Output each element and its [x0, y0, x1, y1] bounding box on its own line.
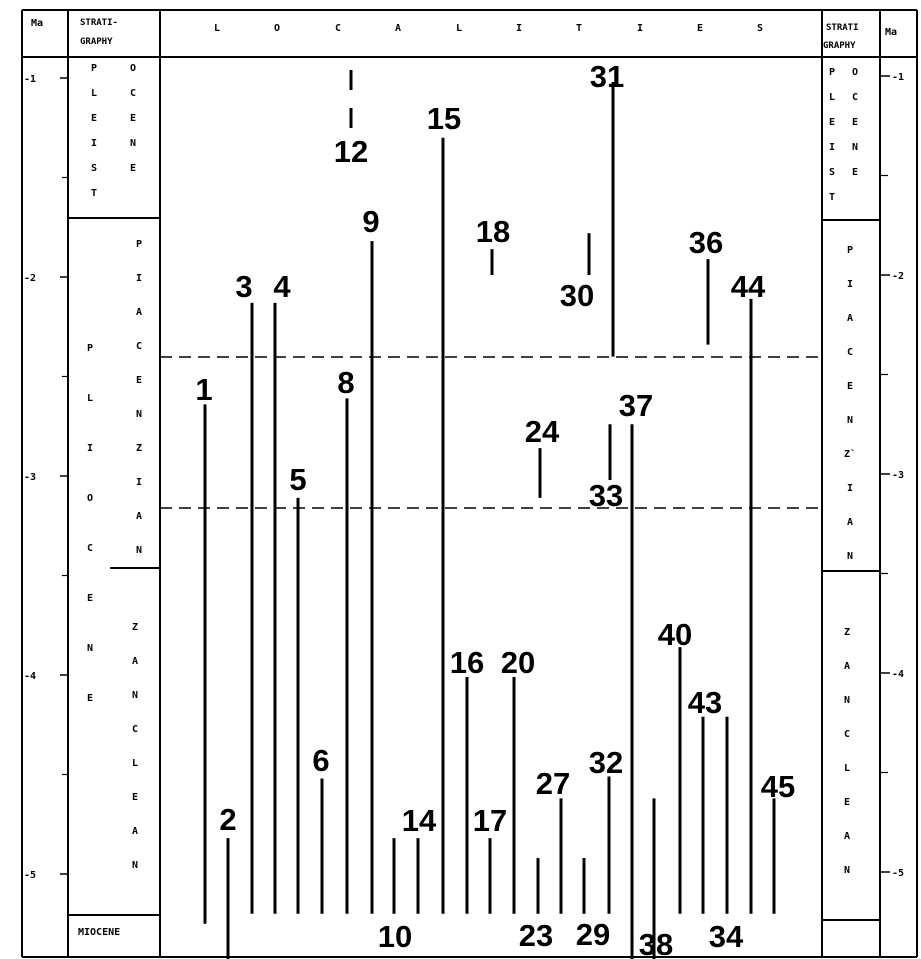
locality-label-14: 14 — [401, 803, 437, 838]
pleistocene-letter-right: I — [828, 142, 836, 153]
localities-header-letter: E — [696, 23, 704, 34]
pliocene-letter: E — [86, 593, 94, 604]
right-tick-label: -5 — [892, 868, 905, 879]
localities-header-letter: L — [213, 23, 221, 34]
localities-header-letter: I — [515, 23, 523, 34]
right-tick-label: -3 — [892, 470, 905, 481]
age-axis — [24, 72, 904, 881]
pleistocene-letter: E — [90, 113, 98, 124]
piacenzian-letter: A — [135, 307, 143, 318]
zanclean-letter-right: C — [843, 729, 851, 740]
localities-header-letter: C — [334, 23, 342, 34]
locality-label-6: 6 — [312, 743, 330, 778]
piacenzian-letter-right: C — [846, 347, 854, 358]
zanclean-letter-right: L — [843, 763, 851, 774]
piacenzian-letter: I — [135, 477, 143, 488]
pleistocene-letter-right: T — [828, 192, 836, 203]
locality-label-9: 9 — [362, 204, 380, 239]
pliocene-letter: O — [86, 493, 94, 504]
piacenzian-letter: I — [135, 273, 143, 284]
pleistocene-letter-right: S — [828, 167, 836, 178]
right-tick-label: -1 — [892, 72, 905, 83]
pleistocene-letter: O — [129, 63, 137, 74]
zanclean-letter: N — [131, 690, 139, 701]
locality-label-23: 23 — [518, 918, 554, 953]
piacenzian-letter: P — [135, 239, 143, 250]
locality-label-40: 40 — [657, 617, 693, 652]
locality-label-15: 15 — [426, 101, 462, 136]
locality-label-1: 1 — [195, 372, 213, 407]
piacenzian-letter-right: I — [846, 279, 854, 290]
piacenzian-letter: E — [135, 375, 143, 386]
zanclean-letter: L — [131, 758, 139, 769]
zanclean-letter-right: Z — [843, 627, 851, 638]
zanclean-letter: Z — [131, 622, 139, 633]
pleistocene-letter: E — [129, 113, 137, 124]
left-tick-label: -2 — [24, 273, 37, 284]
locality-label-3: 3 — [235, 269, 253, 304]
piacenzian-letter: A — [135, 511, 143, 522]
pleistocene-letter: E — [129, 163, 137, 174]
zanclean-letter-right: E — [843, 797, 851, 808]
piacenzian-letter-right: P — [846, 245, 854, 256]
locality-label-44: 44 — [730, 269, 766, 304]
zanclean-letter: A — [131, 656, 139, 667]
pleistocene-letter-right: E — [828, 117, 836, 128]
pliocene-letter: N — [86, 643, 94, 654]
pliocene-letter: C — [86, 543, 94, 554]
piacenzian-letter-right: Z` — [843, 449, 857, 460]
pleistocene-letter-right: P — [828, 67, 836, 78]
locality-label-24: 24 — [524, 414, 560, 449]
pleistocene-letter: N — [129, 138, 137, 149]
pleistocene-letter: P — [90, 63, 98, 74]
pliocene-letter: I — [86, 443, 94, 454]
piacenzian-letter: N — [135, 545, 143, 556]
locality-label-38: 38 — [638, 927, 674, 959]
locality-label-37: 37 — [618, 388, 654, 423]
pleistocene-letter-right: N — [851, 142, 859, 153]
pliocene-letter: E — [86, 693, 94, 704]
zanclean-letter: N — [131, 860, 139, 871]
pliocene-letter: P — [86, 343, 94, 354]
piacenzian-letter-right: A — [846, 517, 854, 528]
zanclean-letter-right: N — [843, 865, 851, 876]
piacenzian-letter-right: I — [846, 483, 854, 494]
zanclean-letter: E — [131, 792, 139, 803]
zanclean-letter: C — [131, 724, 139, 735]
piacenzian-letter-right: A — [846, 313, 854, 324]
pleistocene-letter-right: C — [851, 92, 859, 103]
pleistocene-letter: L — [90, 88, 98, 99]
pleistocene-letter: C — [129, 88, 137, 99]
piacenzian-letter-right: E — [846, 381, 854, 392]
right-tick-label: -2 — [892, 271, 905, 282]
pleistocene-letter-right: L — [828, 92, 836, 103]
stratigraphy-header-right-2: GRAPHY — [823, 41, 856, 51]
stratigraphy-header-left-1: STRATI- — [80, 18, 118, 28]
locality-label-10: 10 — [377, 919, 413, 954]
left-tick-label: -3 — [24, 472, 37, 483]
locality-label-18: 18 — [475, 214, 511, 249]
locality-label-16: 16 — [449, 645, 485, 680]
localities-header-letter: T — [575, 23, 583, 34]
locality-label-36: 36 — [688, 225, 724, 260]
miocene-label: MIOCENE — [78, 927, 121, 938]
locality-label-43: 43 — [687, 685, 723, 720]
piacenzian-letter: Z — [135, 443, 143, 454]
stratigraphy-labels — [87, 63, 858, 876]
locality-ranges — [195, 59, 795, 959]
locality-label-33: 33 — [588, 478, 624, 513]
locality-label-34: 34 — [708, 919, 744, 954]
localities-header-letter: S — [756, 23, 764, 34]
pleistocene-letter: I — [90, 138, 98, 149]
left-tick-label: -4 — [24, 671, 37, 682]
left-tick-label: -5 — [24, 870, 37, 881]
locality-label-45: 45 — [760, 769, 796, 804]
pleistocene-letter-right: O — [851, 67, 859, 78]
localities-header — [214, 23, 763, 34]
localities-header-letter: I — [636, 23, 644, 34]
localities-header-letter: A — [394, 23, 402, 34]
locality-label-30: 30 — [559, 278, 595, 313]
zanclean-letter-right: N — [843, 695, 851, 706]
ma-header-left: Ma — [31, 18, 44, 29]
pleistocene-letter: S — [90, 163, 98, 174]
right-tick-label: -4 — [892, 669, 905, 680]
piacenzian-letter: N — [135, 409, 143, 420]
pleistocene-letter: T — [90, 188, 98, 199]
piacenzian-letter-right: N — [846, 415, 854, 426]
localities-header-letter: O — [273, 23, 281, 34]
piacenzian-letter: C — [135, 341, 143, 352]
locality-label-2: 2 — [219, 802, 237, 837]
zanclean-letter-right: A — [843, 661, 851, 672]
locality-label-29: 29 — [575, 917, 611, 952]
ma-header-right: Ma — [885, 27, 898, 38]
locality-label-32: 32 — [588, 745, 624, 780]
stratigraphy-header-left-2: GRAPHY — [80, 37, 113, 47]
piacenzian-letter-right: N — [846, 551, 854, 562]
stratigraphy-header-right-1: STRATI — [826, 23, 859, 33]
pliocene-letter: L — [86, 393, 94, 404]
locality-label-4: 4 — [273, 269, 291, 304]
zanclean-letter-right: A — [843, 831, 851, 842]
locality-label-12: 12 — [333, 134, 369, 169]
zanclean-letter: A — [131, 826, 139, 837]
localities-header-letter: L — [455, 23, 463, 34]
locality-label-5: 5 — [289, 462, 307, 497]
locality-label-31: 31 — [589, 59, 625, 94]
pleistocene-letter-right: E — [851, 117, 859, 128]
table-frame — [22, 10, 917, 957]
locality-label-17: 17 — [472, 803, 508, 838]
locality-label-27: 27 — [535, 766, 571, 801]
left-tick-label: -1 — [24, 74, 37, 85]
locality-label-20: 20 — [500, 645, 536, 680]
locality-label-8: 8 — [337, 365, 355, 400]
pleistocene-letter-right: E — [851, 167, 859, 178]
